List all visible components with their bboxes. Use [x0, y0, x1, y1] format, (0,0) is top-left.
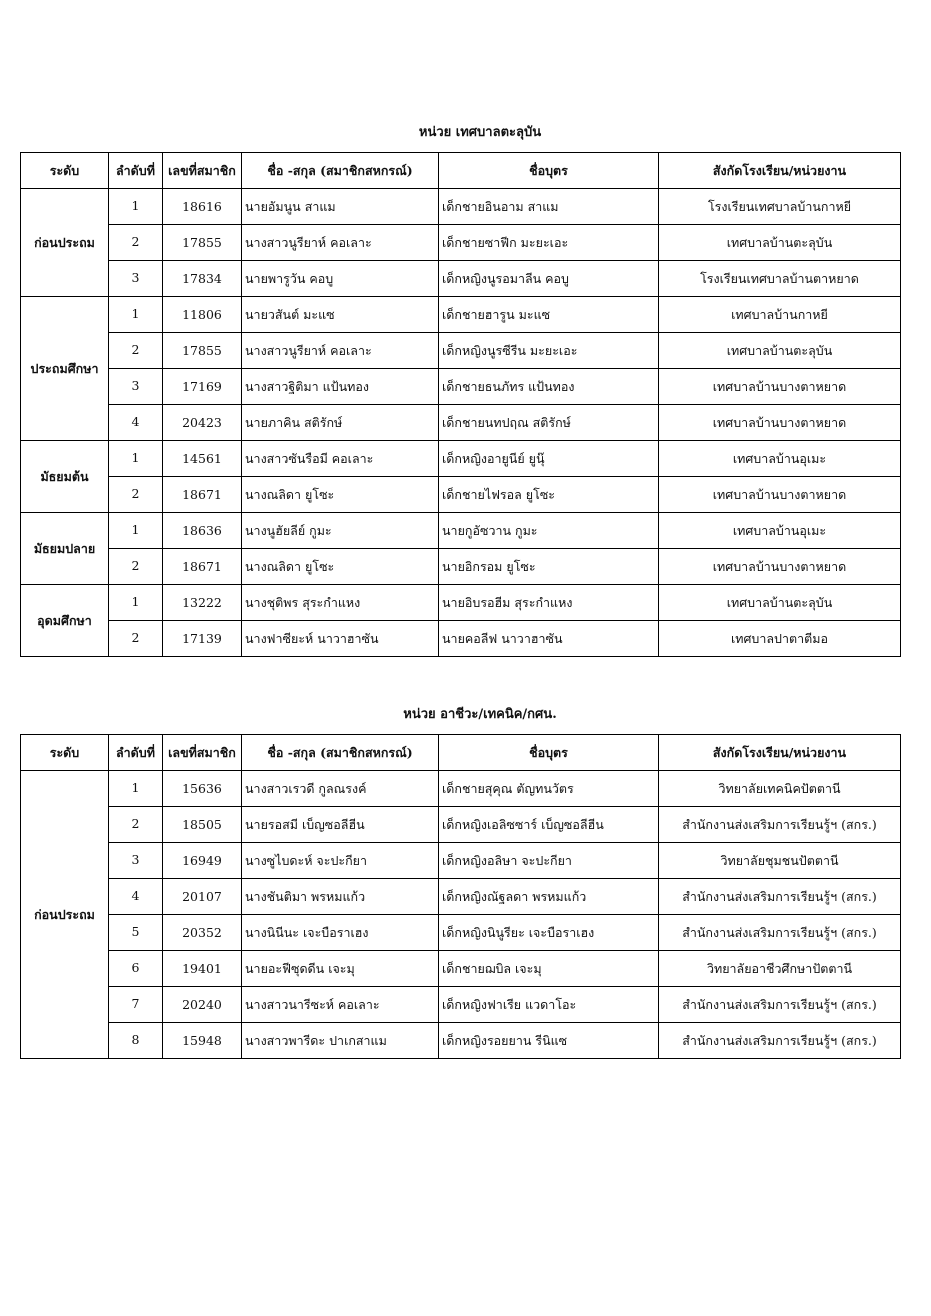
member-name-cell: นางชุติพร สุระกำแหง: [242, 585, 439, 621]
member-id-cell: 20240: [163, 987, 242, 1023]
member-name-cell: นางสาวนารีซะห์ คอเลาะ: [242, 987, 439, 1023]
table-row: [21, 369, 901, 405]
row-number-cell: 1: [109, 297, 163, 333]
member-name-cell: นายพารูวัน คอบู: [242, 261, 439, 297]
member-id-cell: 17834: [163, 261, 242, 297]
member-id-cell: 17169: [163, 369, 242, 405]
school-cell: วิทยาลัยชุมชนปัตตานี: [659, 843, 901, 879]
school-cell: เทศบาลบ้านบางตาหยาด: [659, 405, 901, 441]
table-row: [21, 1023, 901, 1059]
table-row: [21, 879, 901, 915]
table-row: [21, 549, 901, 585]
row-number-cell: 1: [109, 771, 163, 807]
level-cell: ก่อนประถม: [21, 189, 109, 297]
member-name-cell: นายวสันต์ มะแซ: [242, 297, 439, 333]
header-school: สังกัดโรงเรียน/หน่วยงาน: [659, 735, 901, 771]
header-row: [21, 153, 901, 189]
member-name-cell: นางชันติมา พรหมแก้ว: [242, 879, 439, 915]
member-name-cell: นายอัมนูน สาแม: [242, 189, 439, 225]
header-row: [21, 735, 901, 771]
child-name-cell: เด็กชายไฟรอล ยูโซะ: [439, 477, 659, 513]
table-row: [21, 189, 901, 225]
table-row: [21, 333, 901, 369]
section-title: หน่วย อาชีวะ/เทคนิค/กศน.: [403, 707, 557, 722]
child-name-cell: นายอิบรอฮีม สุระกำแหง: [439, 585, 659, 621]
row-number-cell: 2: [109, 333, 163, 369]
child-name-cell: เด็กหญิงณัฐลดา พรหมแก้ว: [439, 879, 659, 915]
section-talubun: [20, 118, 900, 657]
row-number-cell: 1: [109, 441, 163, 477]
child-name-cell: เด็กหญิงอายูนีย์ ยูนุ๊: [439, 441, 659, 477]
school-cell: โรงเรียนเทศบาลบ้านกาหยี: [659, 189, 901, 225]
table-row: [21, 915, 901, 951]
school-cell: เทศบาลบ้านบางตาหยาด: [659, 369, 901, 405]
row-number-cell: 4: [109, 405, 163, 441]
table-row: [21, 621, 901, 657]
child-name-cell: เด็กหญิงอลิษา จะปะกียา: [439, 843, 659, 879]
row-number-cell: 3: [109, 369, 163, 405]
table-row: [21, 585, 901, 621]
level-cell: มัธยมปลาย: [21, 513, 109, 585]
child-name-cell: เด็กหญิงนินูรียะ เจะบือราเฮง: [439, 915, 659, 951]
table-row: [21, 807, 901, 843]
section-vocational: [20, 700, 900, 1059]
table-row: [21, 771, 901, 807]
member-name-cell: นางณลิดา ยูโซะ: [242, 477, 439, 513]
member-name-cell: นายภาคิน สติรักษ์: [242, 405, 439, 441]
member-id-cell: 17855: [163, 333, 242, 369]
table-row: [21, 951, 901, 987]
member-id-cell: 19401: [163, 951, 242, 987]
child-name-cell: เด็กชายสุคุณ ตัญทนวัตร: [439, 771, 659, 807]
row-number-cell: 2: [109, 807, 163, 843]
child-name-cell: เด็กหญิงนูรซีรีน มะยะเอะ: [439, 333, 659, 369]
member-name-cell: นางซูไบดะห์ จะปะกียา: [242, 843, 439, 879]
member-name-cell: นางณลิดา ยูโซะ: [242, 549, 439, 585]
school-cell: เทศบาลบ้านบางตาหยาด: [659, 477, 901, 513]
member-name-cell: นางสาวนูรียาห์ คอเลาะ: [242, 333, 439, 369]
school-cell: เทศบาลบ้านตะลุบัน: [659, 225, 901, 261]
level-cell: ก่อนประถม: [21, 771, 109, 1059]
table-row: [21, 513, 901, 549]
member-id-cell: 18671: [163, 477, 242, 513]
member-id-cell: 13222: [163, 585, 242, 621]
member-name-cell: นางสาวฐิติมา แป้นทอง: [242, 369, 439, 405]
level-cell: มัธยมต้น: [21, 441, 109, 513]
school-cell: วิทยาลัยเทคนิคปัตตานี: [659, 771, 901, 807]
table-row: [21, 843, 901, 879]
section-title: หน่วย เทศบาลตะลุบัน: [418, 125, 542, 140]
member-name-cell: นางสาวนูรียาห์ คอเลาะ: [242, 225, 439, 261]
school-cell: วิทยาลัยอาชีวศึกษาปัตตานี: [659, 951, 901, 987]
row-number-cell: 1: [109, 513, 163, 549]
header-level: ระดับ: [21, 153, 109, 189]
header-member-id: เลขที่สมาชิก: [163, 735, 242, 771]
table-row: [21, 441, 901, 477]
row-number-cell: 3: [109, 843, 163, 879]
header-member-id: เลขที่สมาชิก: [163, 153, 242, 189]
member-name-cell: นางสาวพารีดะ ปาเกสาแม: [242, 1023, 439, 1059]
school-cell: เทศบาลบ้านตะลุบัน: [659, 585, 901, 621]
member-id-cell: 20352: [163, 915, 242, 951]
school-cell: สำนักงานส่งเสริมการเรียนรู้ฯ (สกร.): [659, 879, 901, 915]
child-name-cell: เด็กชายนทปฤณ สติรักษ์: [439, 405, 659, 441]
members-table: [20, 152, 901, 657]
row-number-cell: 6: [109, 951, 163, 987]
row-number-cell: 1: [109, 585, 163, 621]
child-name-cell: เด็กหญิงรอยยาน รีนิแซ: [439, 1023, 659, 1059]
member-name-cell: นายอะฟีซุดดีน เจะมุ: [242, 951, 439, 987]
member-id-cell: 20423: [163, 405, 242, 441]
member-id-cell: 18636: [163, 513, 242, 549]
member-id-cell: 20107: [163, 879, 242, 915]
school-cell: สำนักงานส่งเสริมการเรียนรู้ฯ (สกร.): [659, 987, 901, 1023]
child-name-cell: เด็กหญิงฟาเรีย แวดาโอะ: [439, 987, 659, 1023]
child-name-cell: เด็กชายฮารูน มะแซ: [439, 297, 659, 333]
member-name-cell: นางฟาซียะห์ นาวาฮาซัน: [242, 621, 439, 657]
table-row: [21, 405, 901, 441]
school-cell: เทศบาลบ้านตะลุบัน: [659, 333, 901, 369]
header-school: สังกัดโรงเรียน/หน่วยงาน: [659, 153, 901, 189]
row-number-cell: 7: [109, 987, 163, 1023]
member-id-cell: 15636: [163, 771, 242, 807]
school-cell: เทศบาลบ้านบางตาหยาด: [659, 549, 901, 585]
header-child-name: ชื่อบุตร: [439, 153, 659, 189]
header-member-name: ชื่อ -สกุล (สมาชิกสหกรณ์): [242, 153, 439, 189]
member-id-cell: 14561: [163, 441, 242, 477]
row-number-cell: 5: [109, 915, 163, 951]
child-name-cell: เด็กชายฌบิล เจะมุ: [439, 951, 659, 987]
header-no: ลำดับที่: [109, 735, 163, 771]
row-number-cell: 8: [109, 1023, 163, 1059]
child-name-cell: เด็กชายอินอาม สาแม: [439, 189, 659, 225]
row-number-cell: 2: [109, 225, 163, 261]
school-cell: สำนักงานส่งเสริมการเรียนรู้ฯ (สกร.): [659, 1023, 901, 1059]
school-cell: สำนักงานส่งเสริมการเรียนรู้ฯ (สกร.): [659, 807, 901, 843]
school-cell: เทศบาลบ้านอุเมะ: [659, 513, 901, 549]
table-row: [21, 261, 901, 297]
table-row: [21, 225, 901, 261]
child-name-cell: นายกูอัซวาน กูมะ: [439, 513, 659, 549]
member-name-cell: นางสาวซันรือมี คอเลาะ: [242, 441, 439, 477]
header-level: ระดับ: [21, 735, 109, 771]
member-id-cell: 18505: [163, 807, 242, 843]
child-name-cell: เด็กชายซาฟีก มะยะเอะ: [439, 225, 659, 261]
member-name-cell: นางนูฮัยลีย์ กูมะ: [242, 513, 439, 549]
child-name-cell: นายคอลีฟ นาวาฮาซัน: [439, 621, 659, 657]
school-cell: โรงเรียนเทศบาลบ้านตาหยาด: [659, 261, 901, 297]
member-id-cell: 18616: [163, 189, 242, 225]
members-table: [20, 734, 901, 1059]
member-id-cell: 18671: [163, 549, 242, 585]
table-row: [21, 477, 901, 513]
header-child-name: ชื่อบุตร: [439, 735, 659, 771]
row-number-cell: 1: [109, 189, 163, 225]
member-id-cell: 11806: [163, 297, 242, 333]
header-member-name: ชื่อ -สกุล (สมาชิกสหกรณ์): [242, 735, 439, 771]
row-number-cell: 2: [109, 477, 163, 513]
table-row: [21, 297, 901, 333]
header-no: ลำดับที่: [109, 153, 163, 189]
child-name-cell: เด็กชายธนภัทร แป้นทอง: [439, 369, 659, 405]
member-name-cell: นางสาวเรวดี กูลณรงค์: [242, 771, 439, 807]
table-row: [21, 987, 901, 1023]
level-cell: อุดมศึกษา: [21, 585, 109, 657]
child-name-cell: นายอิกรอม ยูโซะ: [439, 549, 659, 585]
row-number-cell: 2: [109, 549, 163, 585]
member-id-cell: 17139: [163, 621, 242, 657]
member-name-cell: นายรอสมี เบ็ญซอลีฮีน: [242, 807, 439, 843]
school-cell: เทศบาลปาตาตีมอ: [659, 621, 901, 657]
row-number-cell: 3: [109, 261, 163, 297]
school-cell: สำนักงานส่งเสริมการเรียนรู้ฯ (สกร.): [659, 915, 901, 951]
member-name-cell: นางนินีนะ เจะบือราเฮง: [242, 915, 439, 951]
member-id-cell: 17855: [163, 225, 242, 261]
member-id-cell: 16949: [163, 843, 242, 879]
child-name-cell: เด็กหญิงเอลิซซาร์ เบ็ญซอลีฮีน: [439, 807, 659, 843]
school-cell: เทศบาลบ้านอุเมะ: [659, 441, 901, 477]
row-number-cell: 2: [109, 621, 163, 657]
level-cell: ประถมศึกษา: [21, 297, 109, 441]
table-body: [21, 771, 901, 1059]
table-body: [21, 189, 901, 657]
school-cell: เทศบาลบ้านกาหยี: [659, 297, 901, 333]
member-id-cell: 15948: [163, 1023, 242, 1059]
child-name-cell: เด็กหญิงนูรอมาลีน คอบู: [439, 261, 659, 297]
row-number-cell: 4: [109, 879, 163, 915]
